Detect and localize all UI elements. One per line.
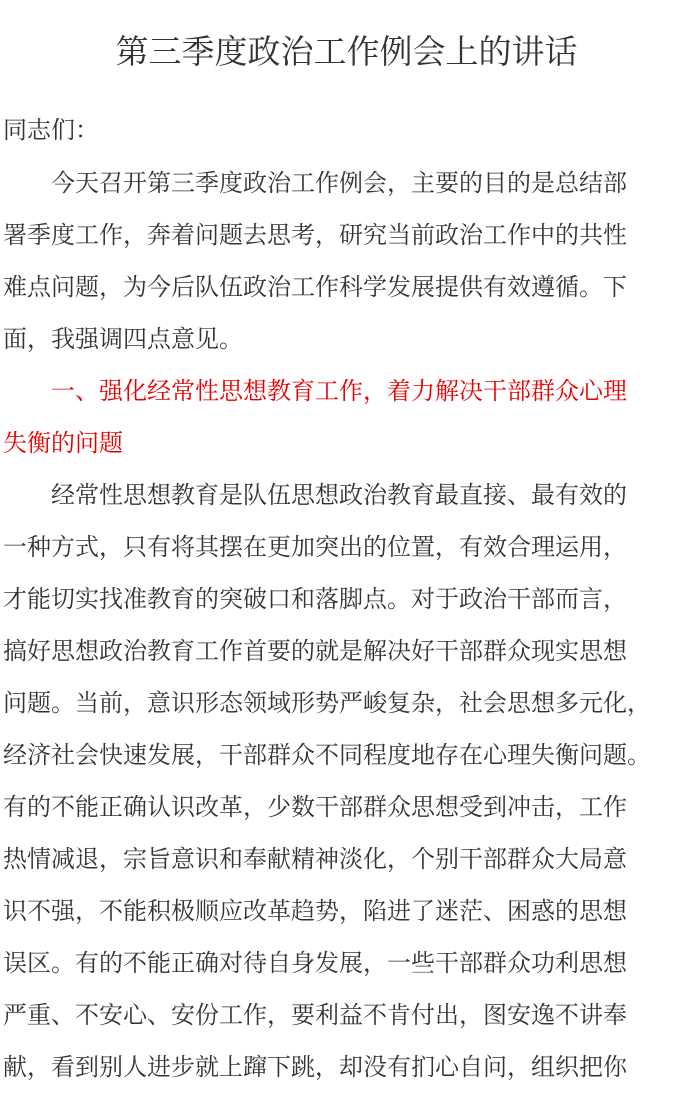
paragraph-line: 识不强，不能积极顺应改革趋势，陷进了迷茫、困惑的思想 bbox=[3, 897, 627, 925]
paragraph-line: 有的不能正确认识改革，少数干部群众思想受到冲击，工作 bbox=[3, 793, 627, 821]
paragraph-line: 献，看到别人进步就上蹿下跳，却没有扪心自问，组织把你 bbox=[3, 1053, 627, 1081]
document-title: 第三季度政治工作例会上的讲话 bbox=[115, 32, 578, 71]
paragraph-line: 经常性思想教育是队伍思想政治教育最直接、最有效的 bbox=[3, 481, 627, 509]
paragraph-line: 才能切实找准教育的突破口和落脚点。对于政治干部而言， bbox=[3, 585, 627, 613]
paragraph-line: 问题。当前，意识形态领域形势严峻复杂，社会思想多元化， bbox=[3, 689, 651, 717]
paragraph-line: 今天召开第三季度政治工作例会，主要的目的是总结部 bbox=[3, 169, 627, 197]
paragraph-line: 误区。有的不能正确对待自身发展，一些干部群众功利思想 bbox=[3, 949, 627, 977]
paragraph-line: 严重、不安心、安份工作，要利益不肯付出，图安逸不讲奉 bbox=[3, 1001, 627, 1029]
paragraph-line: 一种方式，只有将其摆在更加突出的位置，有效合理运用， bbox=[3, 533, 627, 561]
salutation: 同志们： bbox=[3, 116, 99, 144]
paragraph-line: 面，我强调四点意见。 bbox=[3, 325, 243, 353]
paragraph-line: 搞好思想政治教育工作首要的就是解决好干部群众现实思想 bbox=[3, 637, 627, 665]
section-heading-line: 一、强化经常性思想教育工作，着力解决干部群众心理 bbox=[3, 377, 627, 405]
paragraph-line: 难点问题，为今后队伍政治工作科学发展提供有效遵循。下 bbox=[3, 273, 627, 301]
paragraph-line: 热情减退，宗旨意识和奉献精神淡化，个别干部群众大局意 bbox=[3, 845, 627, 873]
paragraph-line: 经济社会快速发展，干部群众不同程度地存在心理失衡问题。 bbox=[3, 741, 651, 769]
section-heading-line: 失衡的问题 bbox=[3, 429, 123, 457]
paragraph-line: 署季度工作，奔着问题去思考，研究当前政治工作中的共性 bbox=[3, 221, 627, 249]
